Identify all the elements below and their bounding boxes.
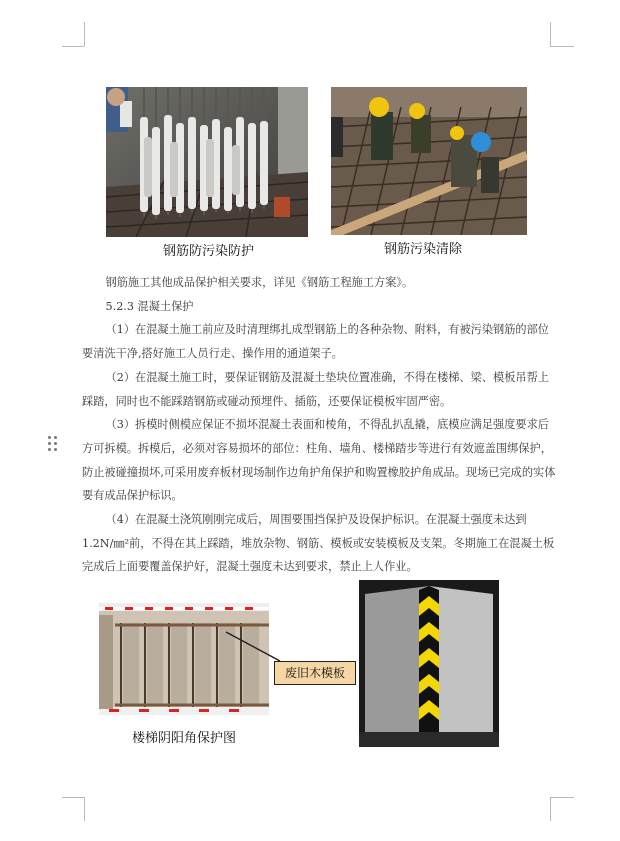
crop-mark-bottom-left-h — [62, 797, 84, 798]
section-heading: 5.2.3 混凝土保护 — [105, 299, 194, 313]
stair-protection-caption: 楼梯阴阳角保护图 — [132, 731, 237, 746]
paragraph-1: （1）在混凝土施工前应及时清理绑扎成型钢筋上的各种杂物、附料，有被污染钢筋的部位要清洗干净,搭好施工人员行走、操作用的通道架子。 — [82, 323, 549, 361]
rebar-protection-photo — [106, 87, 308, 237]
corner-guard-photo — [359, 580, 499, 747]
crop-mark-bottom-right-h — [550, 797, 574, 798]
rebar-cleaning-caption: 钢筋污染清除 — [384, 242, 463, 257]
intro-paragraph: 钢筋施工其他成品保护相关要求，详见《钢筋工程施工方案》。 — [105, 276, 414, 289]
rebar-cleaning-photo — [331, 87, 527, 235]
paragraph-4: （4）在混凝土浇筑刚刚完成后，周围要围挡保护及设保护标识。在混凝土强度未达到 1.2N/㎜²前，不得在其上踩踏，堆放杂物、钢筋、模板或安装模板及支架。冬期施工在混凝土板完成后上面要覆盖保护好，混凝土强度未达到要求，禁止上人作业。 — [82, 513, 555, 574]
body-text — [82, 271, 560, 579]
crop-mark-top-left-h — [62, 46, 84, 47]
crop-mark-top-left-v — [84, 22, 85, 46]
crop-mark-bottom-left-v — [84, 797, 85, 821]
drag-handle-icon[interactable] — [48, 436, 58, 452]
callout-label: 废旧木模板 — [274, 661, 356, 685]
rebar-protection-caption: 钢筋防污染防护 — [163, 244, 255, 259]
crop-mark-top-right-v — [550, 22, 551, 46]
paragraph-3: （3）拆模时侧模应保证不损坏混凝土表面和棱角，不得乱扒乱撬，底模应满足强度要求后方可拆模。拆模后，必须对容易损坏的部位：柱角、墙角、楼梯踏步等进行有效遮盖围绑保护，防止被碰撞损坏,可采用废弃板材现场制作边角护角保护和购置橡胶护角成品。现场已完成的实体要有成品保护标识。 — [82, 418, 556, 503]
crop-mark-top-right-h — [550, 46, 574, 47]
paragraph-2: （2）在混凝土施工时，要保证钢筋及混凝土垫块位置准确，不得在楼梯、梁、模板吊帮上踩踏，同时也不能踩踏钢筋或碰动预埋件、插筋，还要保证模板牢固严密。 — [82, 370, 549, 408]
crop-mark-bottom-right-v — [550, 797, 551, 821]
